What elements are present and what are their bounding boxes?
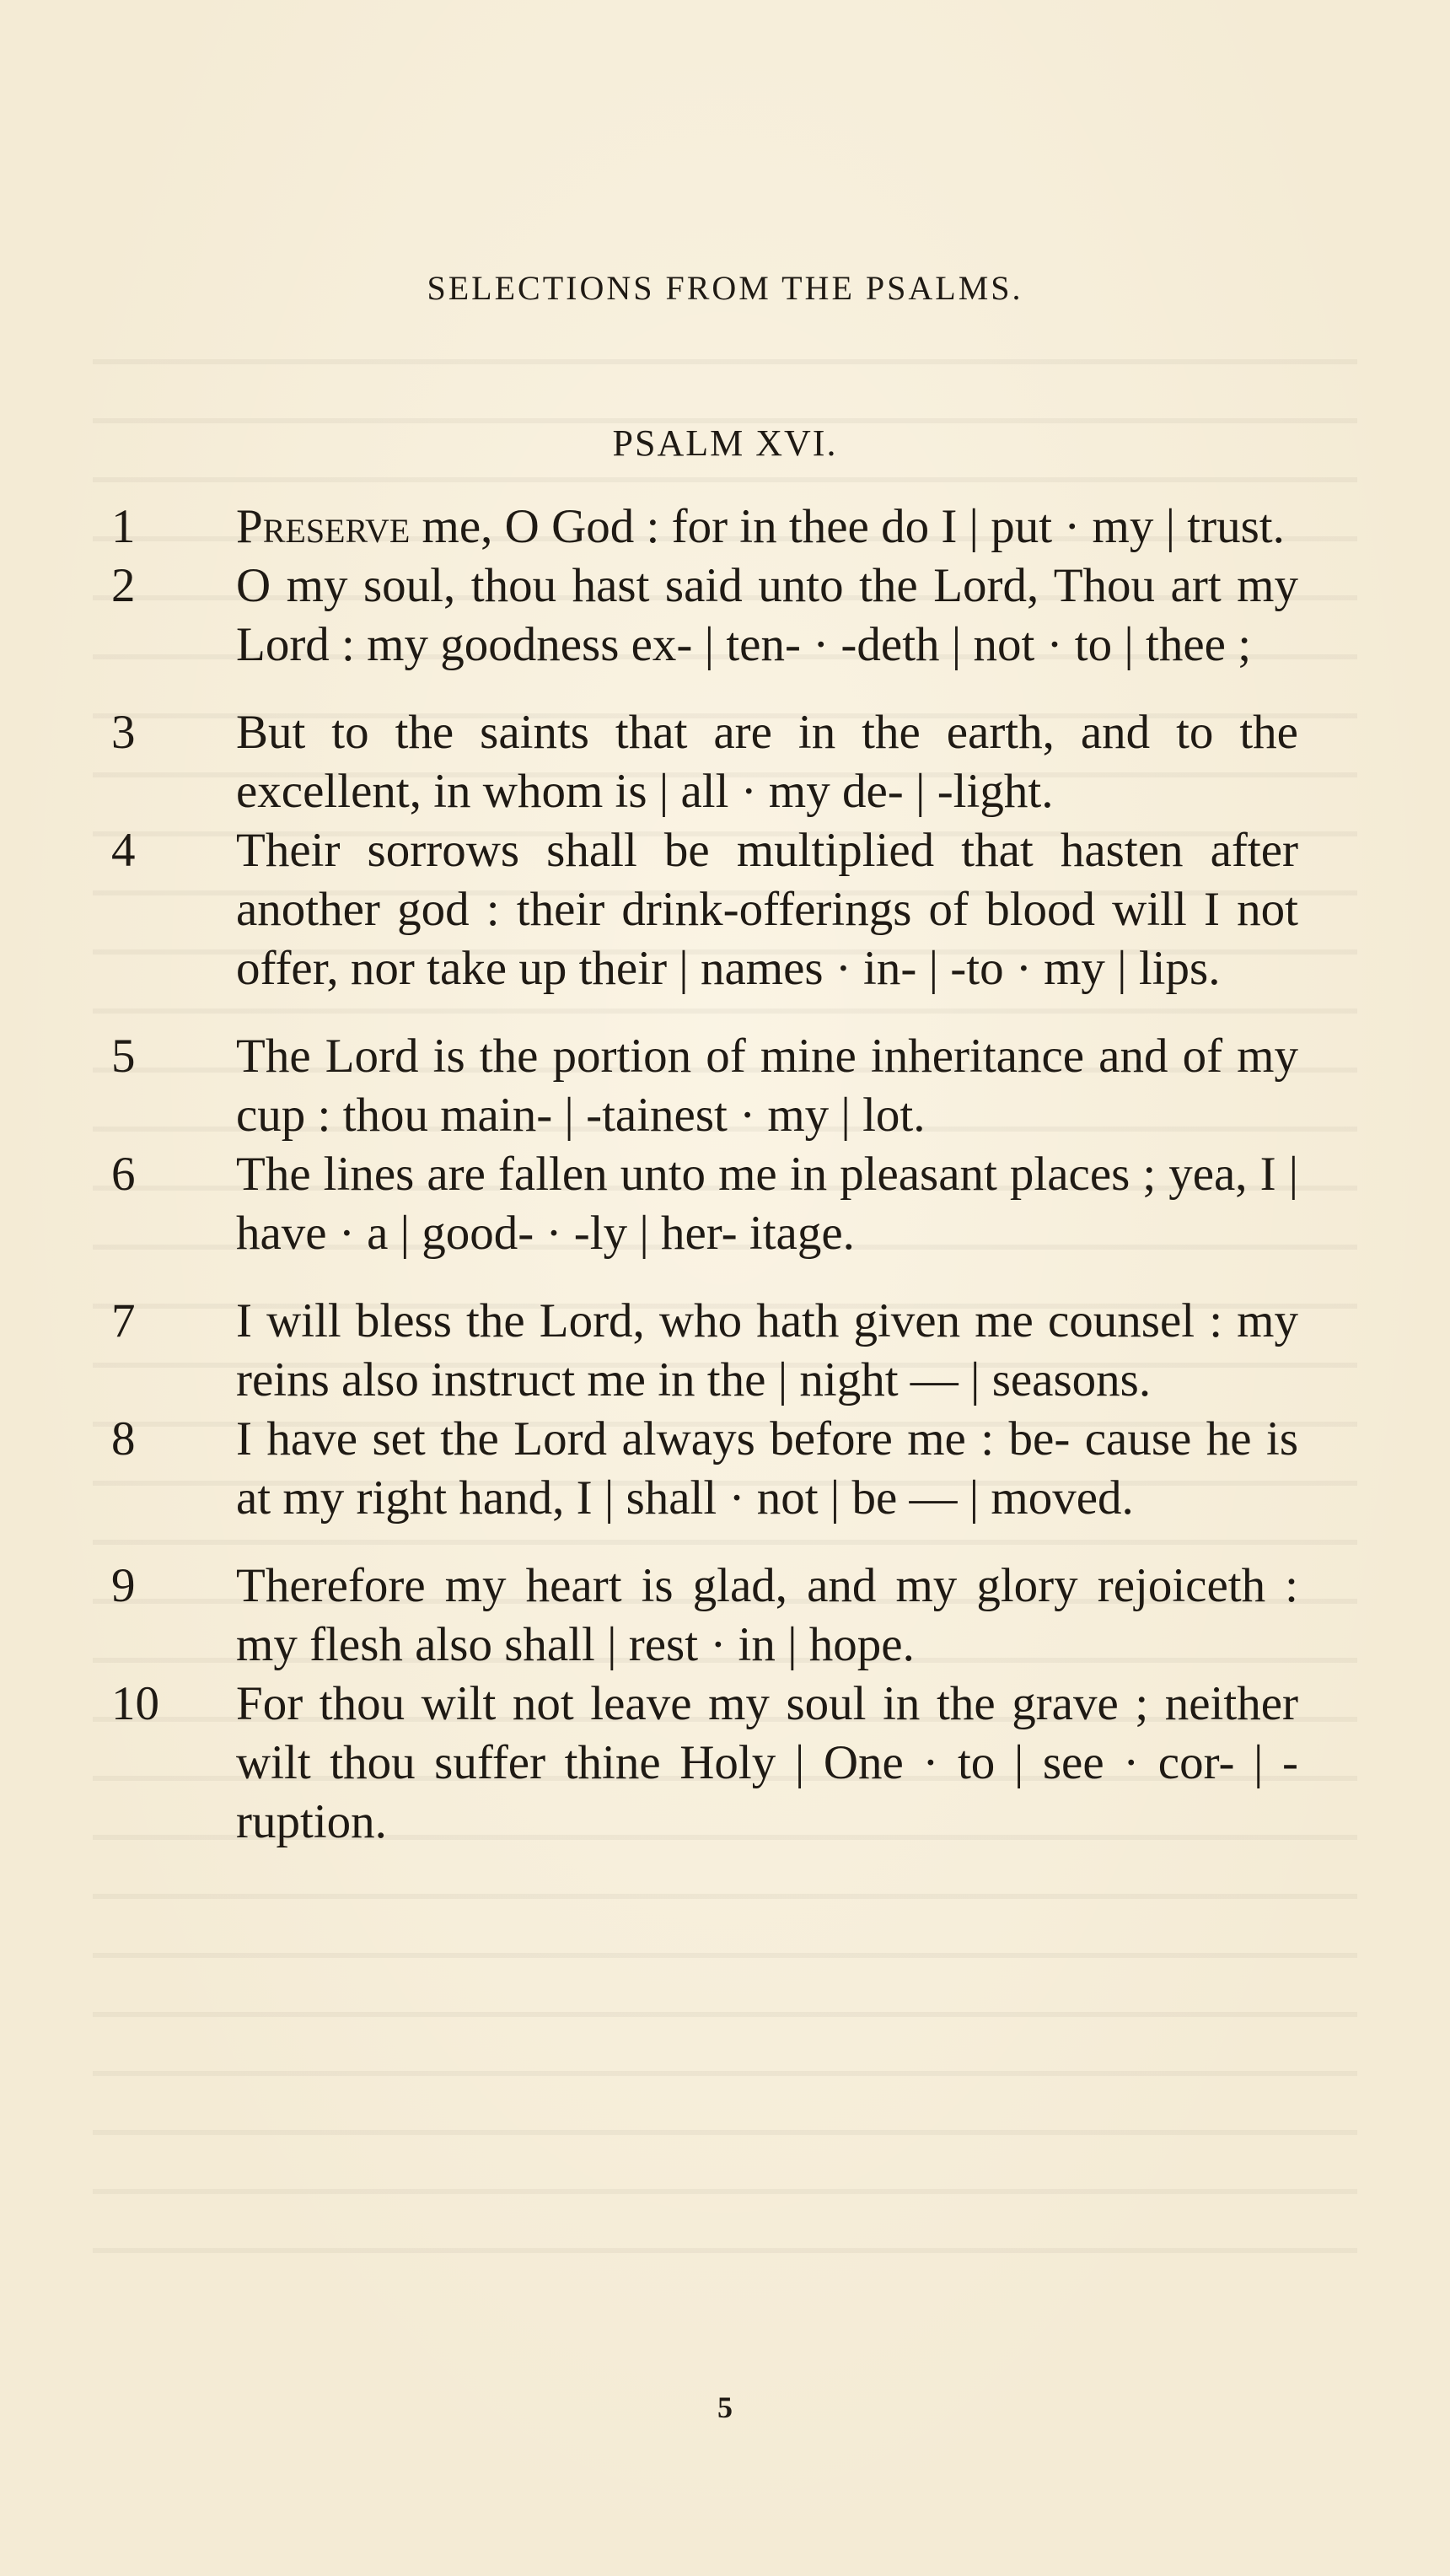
verse-text: O my soul, thou hast said unto the Lord, Thou art my Lord : my goodness ex- | ten- · -deth | not · to | thee ;	[236, 559, 1298, 671]
verse-text: The Lord is the portion of mine inheritance and of my cup : thou main- | -tainest · my | lot.	[236, 1030, 1298, 1142]
verse-8	[111, 1410, 1298, 1528]
verse-1	[111, 497, 1298, 557]
verse-text: I will bless the Lord, who hath given me counsel : my reins also instruct me in the | night — | seasons.	[236, 1294, 1298, 1406]
verse-number: 8	[111, 1412, 136, 1465]
verse-10	[111, 1675, 1298, 1852]
psalm-title: PSALM XVI.	[612, 422, 838, 464]
verse-text: The lines are fallen unto me in pleasant places ; yea, I | have · a | good- · -ly | her- itage.	[236, 1148, 1298, 1260]
verse-text: Their sorrows shall be multiplied that hasten after another god : their drink-offerings of blood will I not offer, nor take up their | names · in- | -to · my | lips.	[236, 824, 1298, 995]
verse-text: I have set the Lord always before me : be- cause he is at my right hand, I | shall · not | be — | moved.	[236, 1412, 1298, 1525]
verse-text: Preserve me, O God : for in thee do I | put · my | trust.	[236, 500, 1285, 553]
verse-number: 4	[111, 824, 136, 877]
verse-number: 3	[111, 706, 136, 759]
verse-6	[111, 1145, 1298, 1263]
verse-text: Therefore my heart is glad, and my glory rejoiceth : my flesh also shall | rest · in | hope.	[236, 1559, 1298, 1671]
page-number: 5	[717, 2390, 733, 2424]
verse-text: For thou wilt not leave my soul in the grave ; neither wilt thou suffer thine Holy | One · to | see · cor- | -ruption.	[236, 1677, 1298, 1848]
verse-number: 10	[111, 1677, 159, 1730]
verse-number: 9	[111, 1559, 136, 1612]
verse-number: 5	[111, 1030, 136, 1083]
verse-number: 1	[111, 500, 136, 553]
verse-9	[111, 1557, 1298, 1675]
verse-number: 2	[111, 559, 136, 612]
verse-list	[0, 497, 1450, 1852]
verse-number: 6	[111, 1148, 136, 1201]
verse-number: 7	[111, 1294, 136, 1347]
running-head: SELECTIONS FROM THE PSALMS.	[427, 269, 1023, 307]
verse-text: But to the saints that are in the earth, and to the excellent, in whom is | all · my de- | -light.	[236, 706, 1298, 818]
verse-4	[111, 821, 1298, 998]
verse-opening-word: Preserve	[236, 500, 411, 553]
verse-2	[111, 557, 1298, 675]
verse-5	[111, 1027, 1298, 1145]
verse-7	[111, 1292, 1298, 1410]
verse-3	[111, 703, 1298, 821]
